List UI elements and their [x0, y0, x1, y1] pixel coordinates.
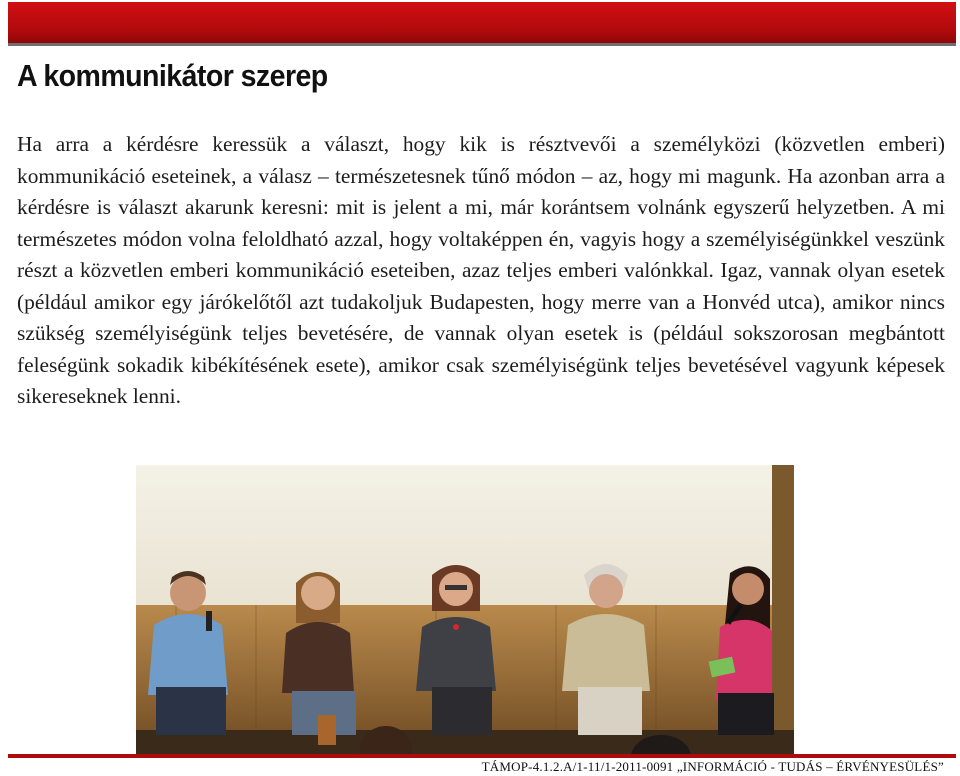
- footer-bar: [8, 754, 956, 758]
- footer-project-code: TÁMOP-4.1.2.A/1-11/1-2011-0091 „INFORMÁCIÓ - TUDÁS – ÉRVÉNYESÜLÉS”: [481, 759, 944, 774]
- header-bar: [8, 2, 956, 46]
- body-paragraph: Ha arra a kérdésre keressük a választ, hogy kik is résztvevői a személyközi (közvetlen emberi) kommunikáció eseteinek, a válasz – természetesnek tűnő módon – az, hogy mi magunk. Ha azonban arra a kérdésre is választ akarunk keresni: mit is jelent a mi, már korántsem volnánk egyszerű helyzetben. A mi természetes módon volna feloldható azzal, hogy voltaképpen én, vagyis hogy a személyiségünkkel veszünk részt a közvetlen emberi kommunikáció eseteiben, azaz teljes emberi valónkkal. Igaz, vannak olyan esetek (például amikor egy járókelőtől azt tudakoljuk Budapesten, hogy merre van a Honvéd utca), amikor nincs szükség személyiségünk teljes bevetésére, de vannak olyan esetek is (például sokszorosan megbántott feleségünk sokadik kibékítésének esete), amikor csak személyiségünk teljes bevetésével vagyunk képesek sikereseknek lenni.: [17, 132, 945, 408]
- panel-discussion-photo: [136, 465, 794, 754]
- slide-title: A kommunikátor szerep: [17, 58, 328, 93]
- photo-illustration: [136, 465, 794, 754]
